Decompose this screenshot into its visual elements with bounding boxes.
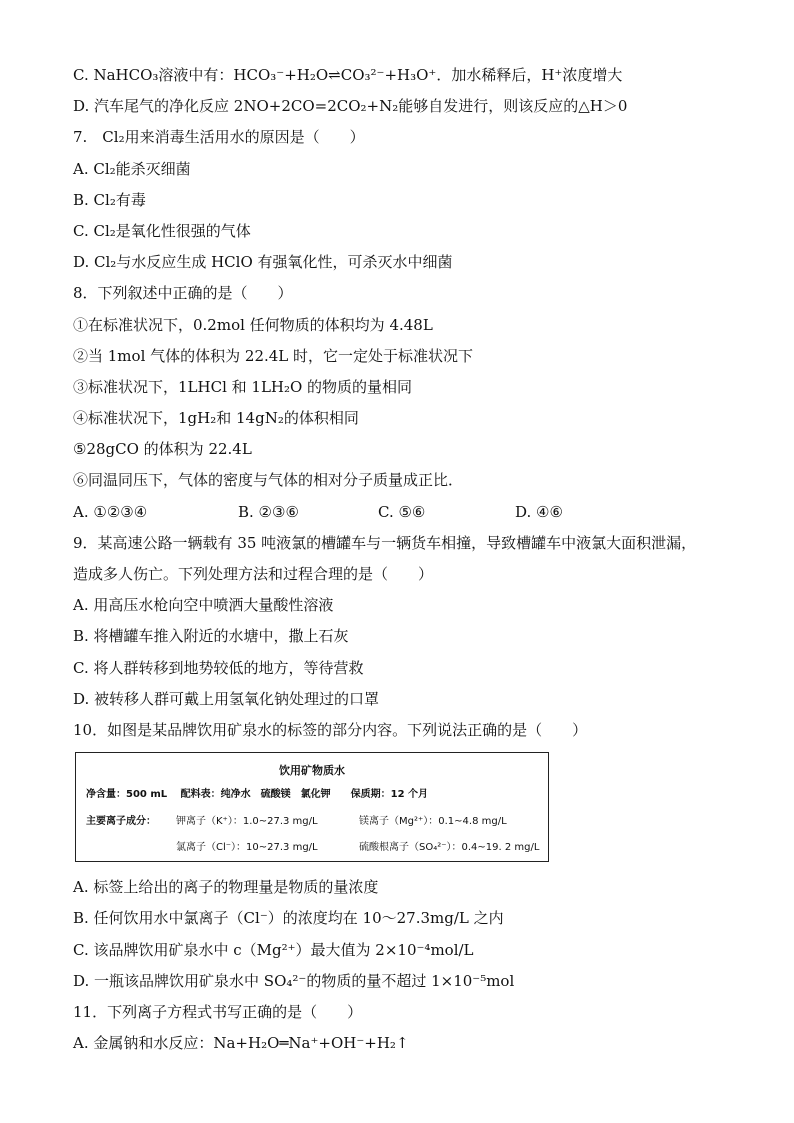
option-line: B. 任何饮用水中氯离子（Cl⁻）的浓度均在 10～27.3mg/L 之内 bbox=[73, 909, 504, 928]
question-9-stem-cont: 造成多人伤亡。下列处理方法和过程合理的是（ ） bbox=[73, 565, 434, 583]
option-line: D. 一瓶该品牌饮用矿泉水中 SO₄²⁻的物质的量不超过 1×10⁻⁵mol bbox=[73, 971, 515, 990]
option-line: C. 将人群转移到地势较低的地方，等待营救 bbox=[73, 658, 364, 677]
label-ions-heading: 主要离子成分： bbox=[86, 816, 156, 828]
label-sulfate: 硫酸根离子（SO₄²⁻）：0.4~19. 2 mg/L bbox=[359, 842, 540, 854]
exam-page bbox=[73, 60, 733, 1059]
option-line: D. 被转移人群可戴上用氢氧化钠处理过的口罩 bbox=[73, 689, 380, 708]
option-d: D. ④⑥ bbox=[515, 502, 563, 521]
option-line: A. 用高压水枪向空中喷洒大量酸性溶液 bbox=[73, 596, 334, 615]
statement-line: ①在标准状况下，0.2mol 任何物质的体积均为 4.48L bbox=[73, 315, 433, 334]
option-line: B. 将槽罐车推入附近的水塘中，撒上石灰 bbox=[73, 627, 349, 646]
option-line: C. 该品牌饮用矿泉水中 c（Mg²⁺）最大值为 2×10⁻⁴mol/L bbox=[73, 940, 474, 959]
question-7-stem: 7. Cl₂用来消毒生活用水的原因是（ ） bbox=[73, 128, 365, 147]
statement-line: ④标准状况下，1gH₂和 14gN₂的体积相同 bbox=[73, 409, 359, 428]
option-c: C. ⑤⑥ bbox=[378, 502, 426, 521]
option-line: A. 标签上给出的离子的物理量是物质的量浓度 bbox=[73, 878, 379, 897]
question-block-top bbox=[73, 60, 733, 497]
question-8-stem: 8．下列叙述中正确的是（ ） bbox=[73, 284, 293, 303]
option-line: C. Cl₂是氧化性很强的气体 bbox=[73, 221, 251, 240]
question-8-options bbox=[73, 497, 733, 528]
question-block-bottom bbox=[73, 872, 733, 1059]
statement-line: ③标准状况下，1LHCl 和 1LH₂O 的物质的量相同 bbox=[73, 377, 413, 396]
option-a: A. ①②③④ bbox=[73, 502, 148, 521]
question-11-stem: 11．下列离子方程式书写正确的是（ ） bbox=[73, 1002, 363, 1021]
label-title: 饮用矿物质水 bbox=[279, 764, 345, 778]
statement-line: ⑥同温同压下，气体的密度与气体的相对分子质量成正比． bbox=[73, 471, 464, 490]
question-9-stem: 9．某高速公路一辆载有 35 吨液氯的槽罐车与一辆货车相撞，导致槽罐车中液氯大面积泄漏， bbox=[73, 533, 697, 552]
label-row-basic: 净含量：500 mL 配料表：纯净水 硫酸镁 氯化钾 保质期：12 个月 bbox=[86, 789, 429, 801]
text-line: C. NaHCO₃溶液中有：HCO₃⁻+H₂O⇌CO₃²⁻+H₃O⁺．加水稀释后，H⁺浓度增大 bbox=[73, 66, 623, 84]
statement-line: ②当 1mol 气体的体积为 22.4L 时，它一定处于标准状况下 bbox=[73, 346, 474, 365]
question-10-stem: 10．如图是某品牌饮用矿泉水的标签的部分内容。下列说法正确的是（ ） bbox=[73, 720, 588, 739]
option-line: A. Cl₂能杀灭细菌 bbox=[73, 159, 191, 178]
label-chloride: 氯离子（Cl⁻）：10~27.3 mg/L bbox=[176, 842, 318, 854]
label-potassium: 钾离子（K⁺）：1.0~27.3 mg/L bbox=[176, 816, 318, 828]
label-magnesium: 镁离子（Mg²⁺）：0.1~4.8 mg/L bbox=[359, 816, 507, 828]
mineral-water-label bbox=[75, 752, 549, 862]
option-line: A. 金属钠和水反应：Na+H₂O═Na⁺+OH⁻+H₂↑ bbox=[73, 1034, 409, 1053]
option-line: B. Cl₂有毒 bbox=[73, 190, 146, 209]
statement-line: ⑤28gCO 的体积为 22.4L bbox=[73, 440, 252, 459]
option-b: B. ②③⑥ bbox=[238, 502, 299, 521]
option-line: D. Cl₂与水反应生成 HClO 有强氧化性，可杀灭水中细菌 bbox=[73, 253, 453, 272]
text-line: D. 汽车尾气的净化反应 2NO+2CO=2CO₂+N₂能够自发进行，则该反应的△H＞0 bbox=[73, 97, 628, 116]
question-block-mid bbox=[73, 528, 733, 746]
